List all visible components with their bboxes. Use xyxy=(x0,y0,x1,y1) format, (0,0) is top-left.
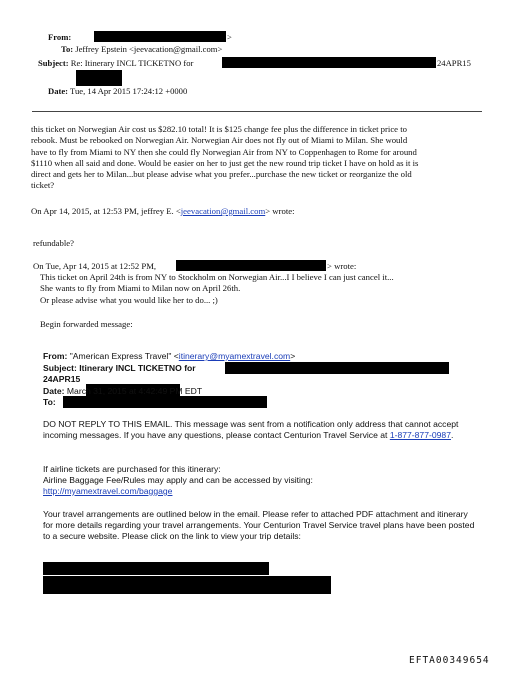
quote2-block xyxy=(40,272,394,306)
redaction-bar xyxy=(76,70,122,86)
fwd-from-label: From: xyxy=(43,351,68,361)
fwd-notice xyxy=(43,419,473,441)
fwd-phone-link[interactable]: 1-877-877-0987 xyxy=(389,430,451,440)
fwd-notice-end: . xyxy=(450,430,454,440)
quote1-prefix: On Apr 14, 2015, at 12:53 PM, jeffrey E. < xyxy=(31,206,181,216)
fwd-from-prefix: "American Express Travel" < xyxy=(69,351,179,361)
redaction-bar xyxy=(176,260,326,271)
quote2-line: Or please advise what you would like her to do... ;) xyxy=(40,294,218,305)
header-divider xyxy=(32,111,482,112)
fwd-baggage-link[interactable]: http://myamextravel.com/baggage xyxy=(43,486,173,496)
quote1-header xyxy=(31,206,295,217)
quote1-email-link[interactable]: jeevacation@gmail.com xyxy=(180,206,266,216)
fwd-subject-row xyxy=(43,363,196,374)
fwd-date-value: March 31, 2015 at 4:42:49 PM EDT xyxy=(66,386,203,396)
header-to-row xyxy=(61,44,222,55)
fwd-subject-value: Itinerary INCL TICKETNO for xyxy=(79,363,196,373)
quote1-suffix: > wrote: xyxy=(265,206,295,216)
fwd-airline-line: If airline tickets are purchased for this itinerary: xyxy=(43,464,221,474)
body-line: this ticket on Norwegian Air cost us $282.10 total! It is $125 change fee plus the difference in ticket price to xyxy=(31,124,407,134)
header-date-value: Tue, 14 Apr 2015 17:24:12 +0000 xyxy=(70,86,188,96)
document-id: EFTA00349654 xyxy=(409,655,490,666)
header-subject-suffix: 24APR15 xyxy=(437,58,471,68)
fwd-to-label: To: xyxy=(43,397,56,407)
header-subject-label: Subject: xyxy=(38,58,69,68)
header-to-label: To: xyxy=(61,44,74,54)
redaction-bar xyxy=(225,362,449,374)
header-date-row xyxy=(48,86,187,97)
header-to-value: Jeffrey Epstein <jeevacation@gmail.com> xyxy=(75,44,223,54)
header-subject-value: Re: Itinerary INCL TICKETNO for xyxy=(70,58,194,68)
fwd-date-label: Date: xyxy=(43,386,65,396)
forwarded-label: Begin forwarded message: xyxy=(40,319,133,329)
header-from-bracket: > xyxy=(227,32,232,42)
fwd-subject-label: Subject: xyxy=(43,363,77,373)
body-line: have to fly from Miami to NY then she could fly Norwegian Air from NY to Coppenhagen to Rome for around xyxy=(31,146,417,157)
redaction-bar xyxy=(94,31,226,42)
fwd-notice-text: DO NOT REPLY TO THIS EMAIL. This message was sent from a notification only address that cannot accept incoming messages. If you have any questions, please contact Centurion Travel Service at xyxy=(43,419,459,440)
quote2-suffix: > wrote: xyxy=(327,261,357,271)
header-date-label: Date: xyxy=(48,86,69,96)
fwd-from-row xyxy=(43,351,295,362)
redaction-bar xyxy=(43,576,331,594)
redaction-bar xyxy=(222,57,436,68)
fwd-from-suffix: > xyxy=(290,351,296,361)
fwd-from-email-link[interactable]: itinerary@myamextravel.com xyxy=(178,351,291,361)
fwd-airline-line: Airline Baggage Fee/Rules may apply and can be accessed by visiting: xyxy=(43,475,313,485)
body-line: direct and gets her to Milan...but please advise what you prefer...purchase the new ticket or reorganize the old xyxy=(31,169,412,180)
fwd-airline-block xyxy=(43,464,313,497)
quote2-prefix: On Tue, Apr 14, 2015 at 12:52 PM, xyxy=(33,261,157,271)
quote2-line: This ticket on April 24th is from NY to Stockholm on Norwegian Air...I I believe I can just cancel it... xyxy=(40,272,394,282)
fwd-arrangements: Your travel arrangements are outlined below in the email. Please refer to attached PDF attachment and itinerary for more details regarding your travel arrangements. Your Centurion Travel Service travel plans have been posted to a secure website. Please click on the link to view your trip details: xyxy=(43,509,475,541)
body-line: $1110 when all said and done. Would be easier on her to just get the new round trip ticket I have on hold as it is xyxy=(31,157,419,168)
body-paragraph xyxy=(31,124,418,192)
body-line: rebook. Must be rebooked on Norwegian Air. Norwegian Air does not fly out of Miami to Milan. She would xyxy=(31,135,408,146)
header-subject-row xyxy=(38,58,193,69)
body-line: ticket? xyxy=(31,180,55,191)
fwd-subject-line2: 24APR15 xyxy=(43,374,81,384)
redaction-bar xyxy=(63,396,267,408)
refundable-text: refundable? xyxy=(33,238,74,248)
quote2-line: She wants to fly from Miami to Milan now on April 26th. xyxy=(40,283,241,294)
redaction-bar xyxy=(43,562,269,575)
header-from-label: From: xyxy=(48,32,72,42)
